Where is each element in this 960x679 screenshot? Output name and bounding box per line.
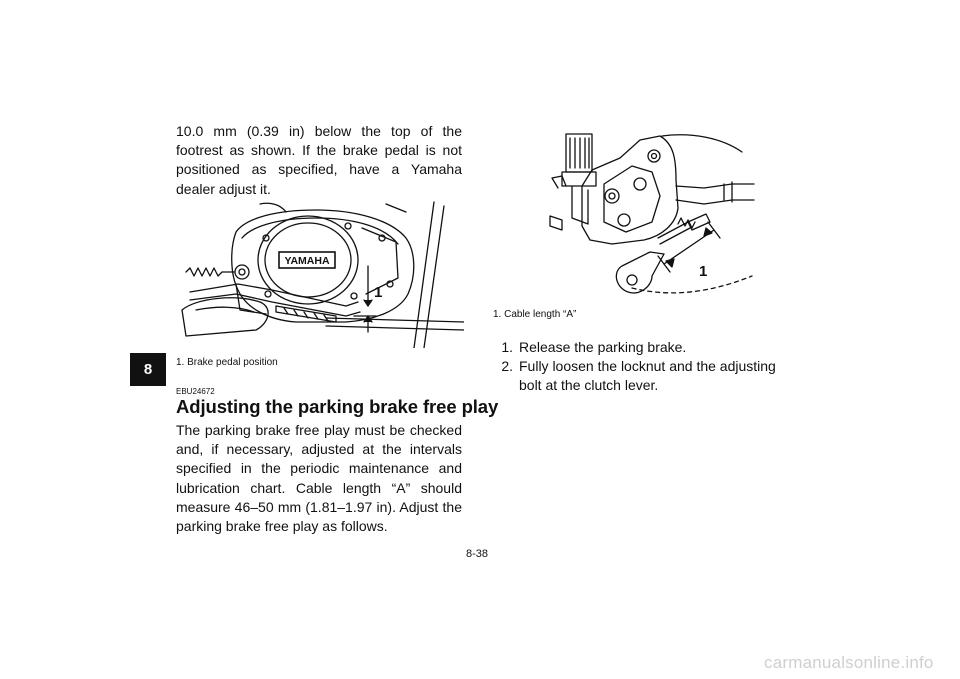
list-item [493,338,788,357]
step-number: 1. [501,339,513,355]
section-heading: Adjusting the parking brake free play [176,396,499,417]
page-number: 8-38 [466,548,489,560]
steps-list [493,338,788,396]
step-text: Release the parking brake. [519,339,687,355]
chapter-tab: 8 [130,353,166,386]
figure-caption: 1. Brake pedal position [176,357,278,368]
figure-caption: 1. Cable length “A” [493,309,577,320]
section-paragraph: The parking brake free play must be checked and, if necessary, adjusted at the intervals specified in the periodic maintenance and lubrication chart. Cable length “A” should measure 46–50 mm (1.81–1.97 in). Adjust the parking brake free play as follows. [176,422,462,535]
step-number: 2. [501,358,513,375]
callout-number: 1 [699,263,708,280]
intro-paragraph: 10.0 mm (0.39 in) below the top of the footrest as shown. If the brake pedal is not positioned as specified, have a Yamaha dealer adjust it. [176,123,462,197]
section-code: EBU24672 [176,387,215,396]
step-text: Fully loosen the locknut and the adjusting bolt at the clutch lever. [519,358,776,394]
yamaha-plate-text: YAMAHA [284,255,330,267]
callout-number: 1 [374,284,383,301]
watermark: carmanualsonline.info [764,653,934,672]
parking-brake-illustration [492,126,786,304]
brake-pedal-illustration [176,198,464,348]
list-item [493,357,788,395]
